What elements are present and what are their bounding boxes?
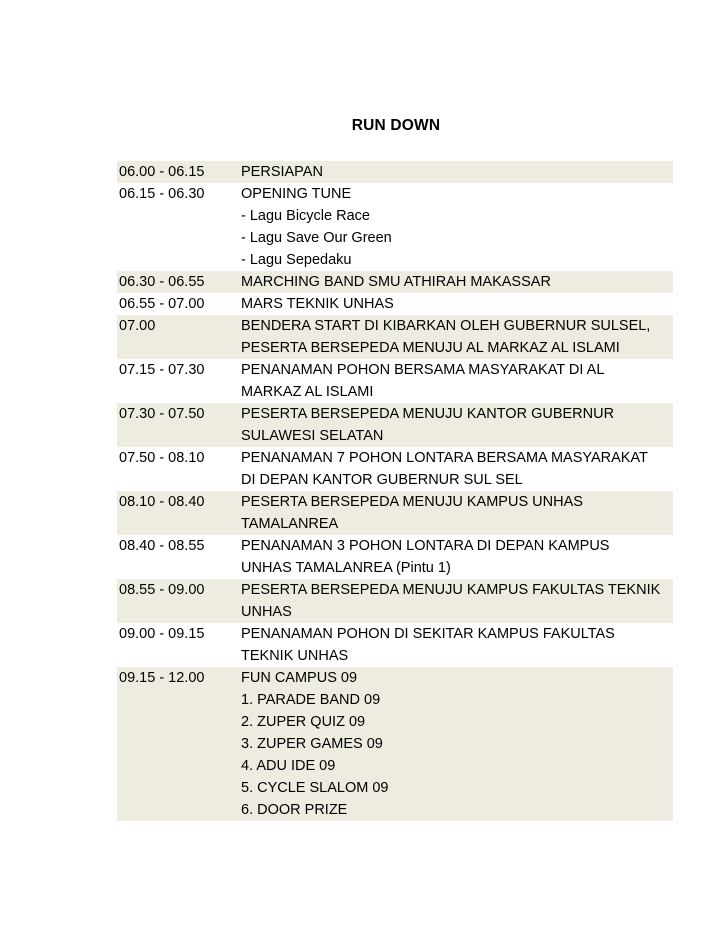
schedule-row: [117, 315, 673, 359]
schedule-description-line: PERSIAPAN: [241, 164, 323, 180]
schedule-description-line: - Lagu Bicycle Race: [241, 208, 370, 224]
schedule-time: 06.00 - 06.15: [119, 164, 205, 180]
schedule-description-line: DI DEPAN KANTOR GUBERNUR SUL SEL: [241, 472, 523, 488]
schedule-time: 06.30 - 06.55: [119, 274, 205, 290]
schedule-description: [241, 161, 673, 183]
schedule-description: [241, 271, 673, 293]
schedule-description: [241, 579, 673, 623]
schedule-description-line: PESERTA BERSEPEDA MENUJU AL MARKAZ AL ISLAMI: [241, 340, 620, 356]
schedule-row: [117, 403, 673, 447]
schedule-time: 09.00 - 09.15: [119, 626, 205, 642]
schedule-description-line: 5. CYCLE SLALOM 09: [241, 780, 389, 796]
schedule-row: [117, 183, 673, 271]
schedule-row: [117, 579, 673, 623]
schedule-time: 08.10 - 08.40: [119, 494, 205, 510]
schedule-description-line: PENANAMAN 3 POHON LONTARA DI DEPAN KAMPUS: [241, 538, 610, 554]
schedule-description-line: 6. DOOR PRIZE: [241, 802, 348, 818]
rundown-table: [117, 161, 673, 821]
schedule-description-line: MARS TEKNIK UNHAS: [241, 296, 394, 312]
schedule-description-line: BENDERA START DI KIBARKAN OLEH GUBERNUR SULSEL,: [241, 318, 651, 334]
schedule-description-line: PENANAMAN POHON BERSAMA MASYARAKAT DI AL: [241, 362, 605, 378]
schedule-description: [241, 359, 673, 403]
schedule-time: 07.50 - 08.10: [119, 450, 205, 466]
schedule-description-line: - Lagu Sepedaku: [241, 252, 352, 268]
schedule-description-line: PESERTA BERSEPEDA MENUJU KANTOR GUBERNUR: [241, 406, 615, 422]
schedule-row: [117, 535, 673, 579]
schedule-description-line: PESERTA BERSEPEDA MENUJU KAMPUS FAKULTAS TEKNIK: [241, 582, 661, 598]
schedule-row: [117, 271, 673, 293]
schedule-row: [117, 491, 673, 535]
schedule-description-line: TEKNIK UNHAS: [241, 648, 349, 664]
schedule-row: [117, 293, 673, 315]
schedule-description-line: MARCHING BAND SMU ATHIRAH MAKASSAR: [241, 274, 551, 290]
schedule-description-line: 3. ZUPER GAMES 09: [241, 736, 383, 752]
schedule-description: [241, 447, 673, 491]
schedule-description-line: - Lagu Save Our Green: [241, 230, 392, 246]
schedule-description-line: PENANAMAN POHON DI SEKITAR KAMPUS FAKULTAS: [241, 626, 615, 642]
schedule-description-line: TAMALANREA: [241, 516, 339, 532]
schedule-row: [117, 359, 673, 403]
schedule-time: 07.30 - 07.50: [119, 406, 205, 422]
schedule-description-line: 4. ADU IDE 09: [241, 758, 336, 774]
schedule-time: 08.40 - 08.55: [119, 538, 205, 554]
schedule-description: [241, 403, 673, 447]
schedule-description: [241, 293, 673, 315]
schedule-description-line: FUN CAMPUS 09: [241, 670, 358, 686]
schedule-time: 08.55 - 09.00: [119, 582, 205, 598]
schedule-description-line: 2. ZUPER QUIZ 09: [241, 714, 366, 730]
schedule-description-line: UNHAS: [241, 604, 292, 620]
schedule-description: [241, 623, 673, 667]
schedule-description-line: OPENING TUNE: [241, 186, 352, 202]
schedule-description-line: SULAWESI SELATAN: [241, 428, 384, 444]
schedule-description: [241, 315, 673, 359]
schedule-description-line: MARKAZ AL ISLAMI: [241, 384, 374, 400]
schedule-description-line: 1. PARADE BAND 09: [241, 692, 381, 708]
schedule-row: [117, 623, 673, 667]
schedule-time: 06.55 - 07.00: [119, 296, 205, 312]
schedule-time: 06.15 - 06.30: [119, 186, 205, 202]
schedule-description-line: PENANAMAN 7 POHON LONTARA BERSAMA MASYARAKAT: [241, 450, 648, 466]
schedule-description-line: PESERTA BERSEPEDA MENUJU KAMPUS UNHAS: [241, 494, 583, 510]
schedule-row: [117, 667, 673, 821]
schedule-row: [117, 447, 673, 491]
schedule-time: 07.15 - 07.30: [119, 362, 205, 378]
schedule-description: [241, 667, 673, 821]
schedule-description: [241, 183, 673, 271]
schedule-time: 09.15 - 12.00: [119, 670, 205, 686]
schedule-description: [241, 491, 673, 535]
schedule-description: [241, 535, 673, 579]
schedule-time: 07.00: [119, 318, 156, 334]
schedule-row: [117, 161, 673, 183]
schedule-description-line: UNHAS TAMALANREA (Pintu 1): [241, 560, 451, 576]
page-title: RUN DOWN: [351, 117, 441, 134]
